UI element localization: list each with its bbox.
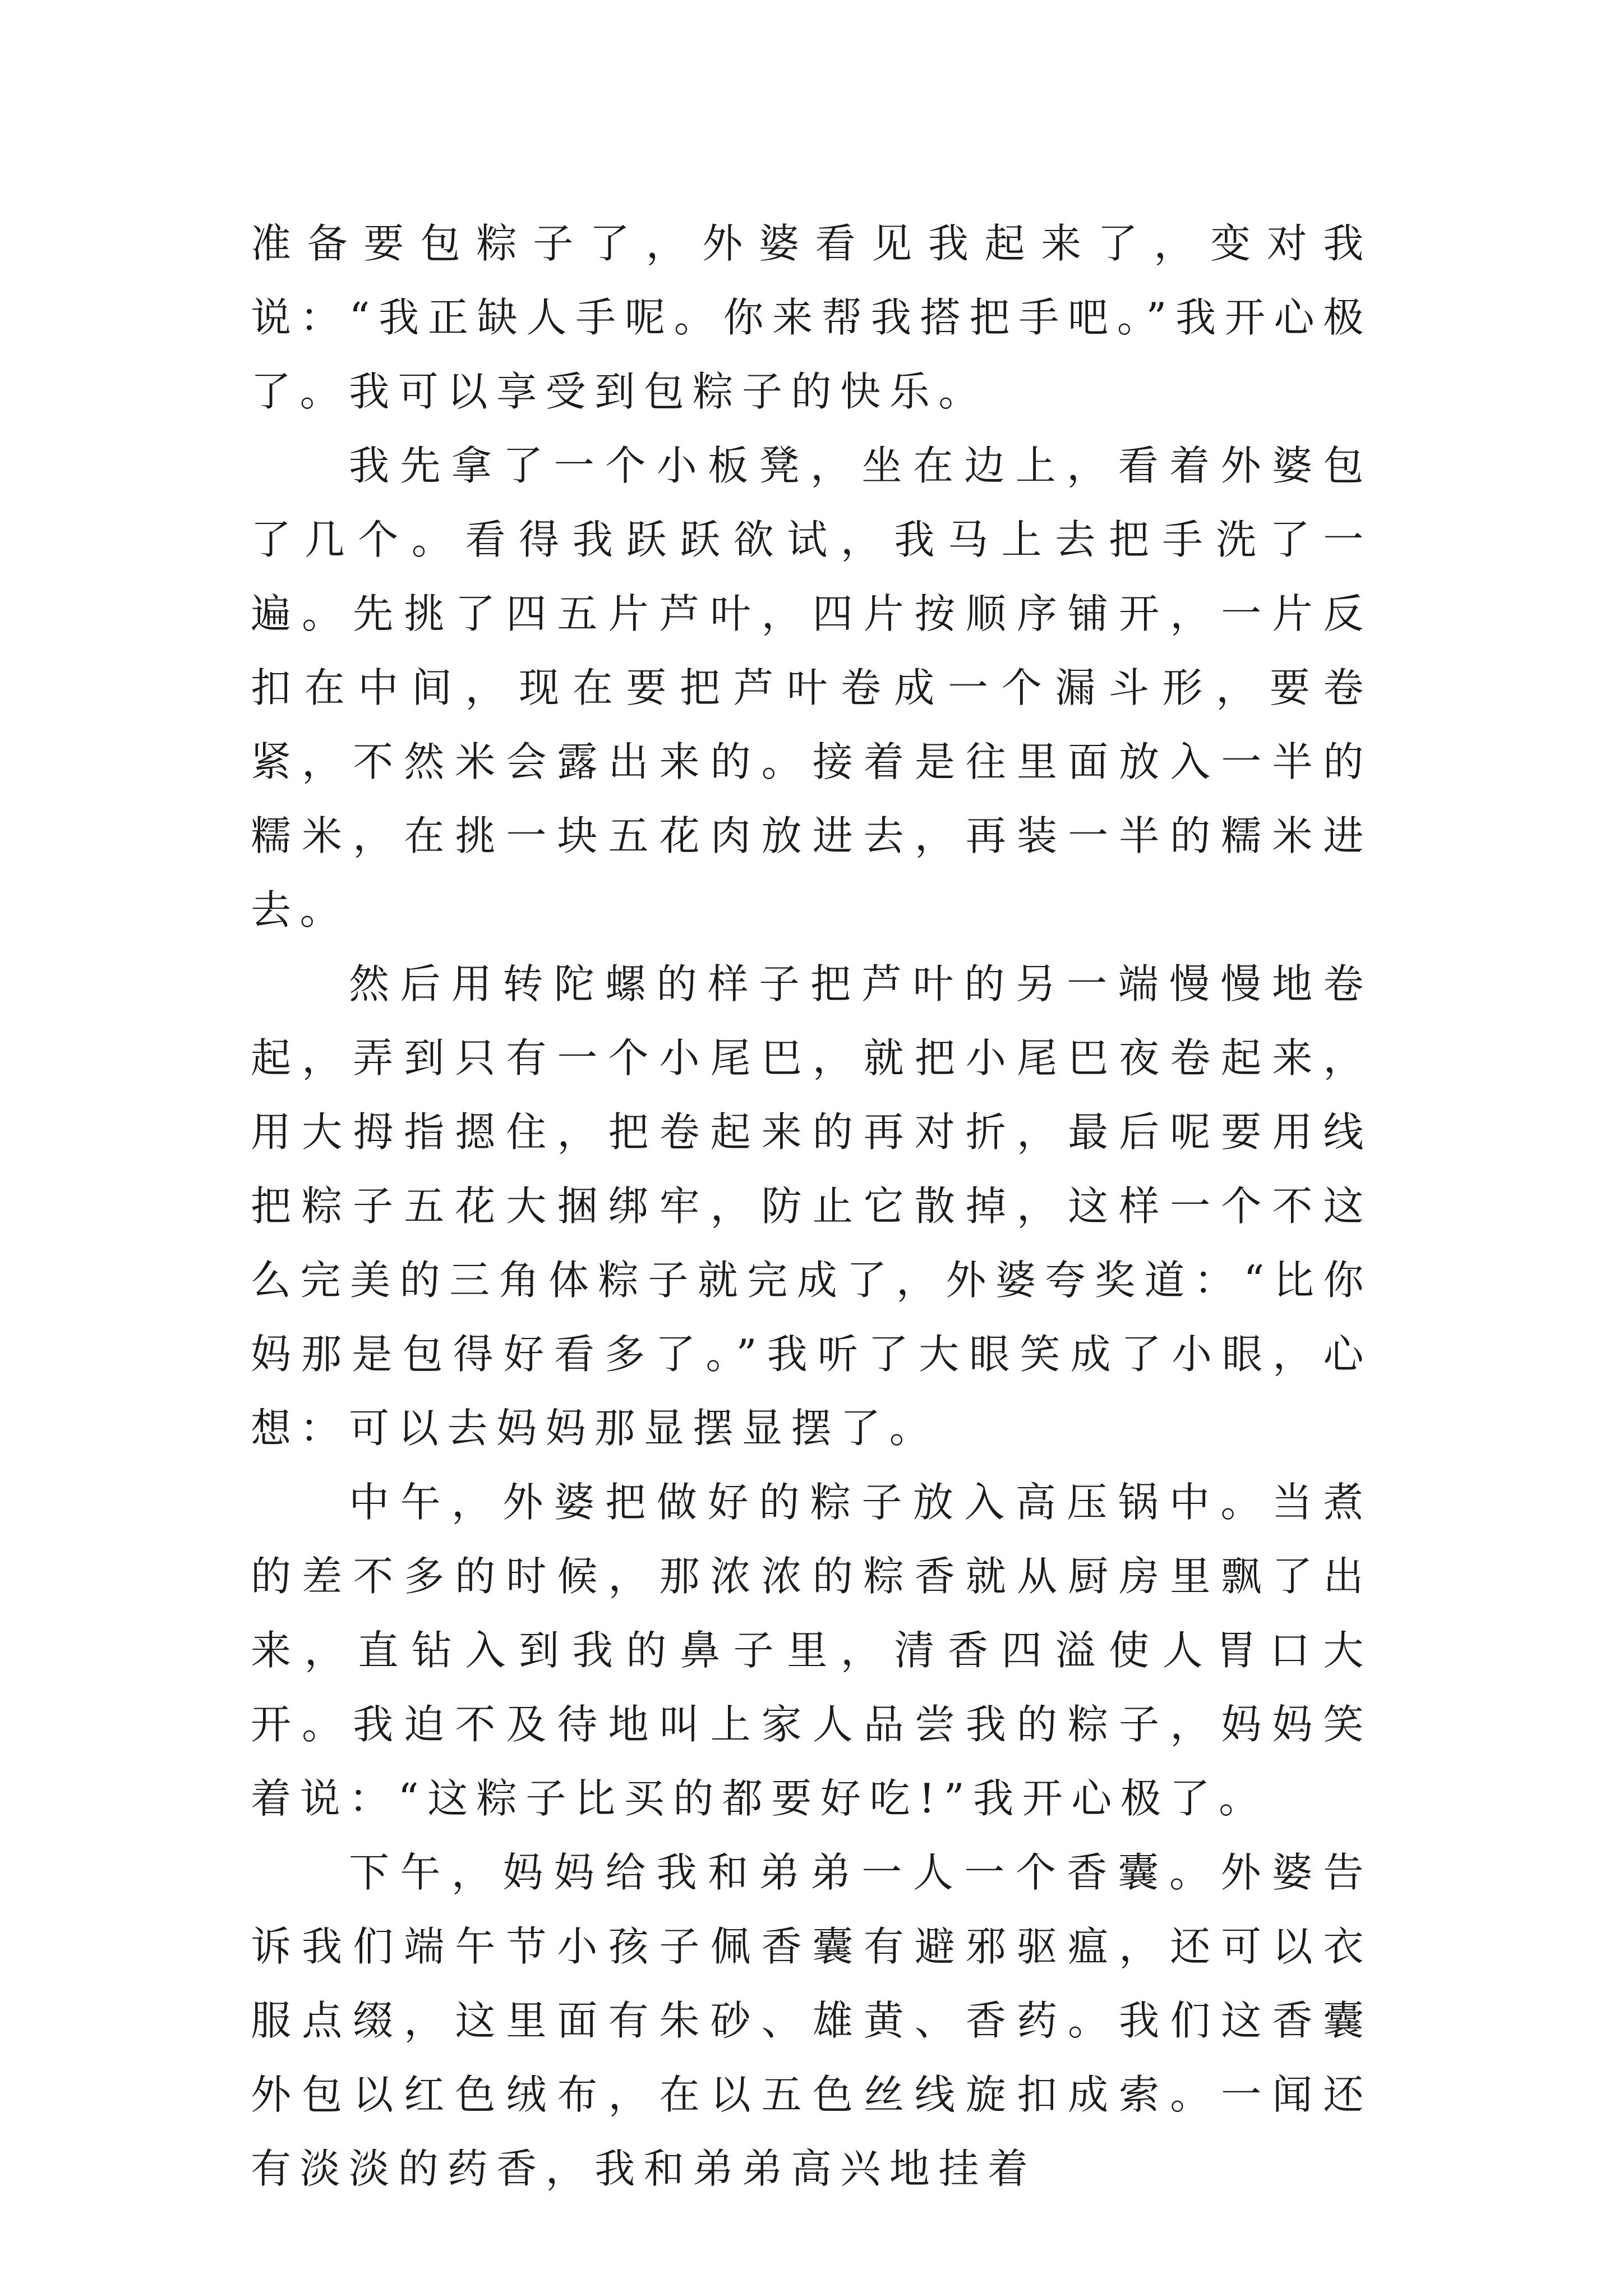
paragraph-2: 我先拿了一个小板凳，坐在边上，看着外婆包了几个。看得我跃跃欲试，我马上去把手洗了一遍。先挑了四五片芦叶，四片按顺序铺开，一片反扣在中间，现在要把芦叶卷成一个漏斗形，要卷紧，不然米会露出来的。接着是往里面放入一半的糯米，在挑一块五花肉放进去，再装一半的糯米进去。 — [251, 442, 1372, 933]
paragraph-5: 下午，妈妈给我和弟弟一人一个香囊。外婆告诉我们端午节小孩子佩香囊有避邪驱瘟，还可以衣服点缀，这里面有朱砂、雄黄、香药。我们这香囊外包以红色绒布，在以五色丝线旋扣成索。一闻还有淡淡的药香，我和弟弟高兴地挂着 — [251, 1849, 1372, 2192]
paragraph-4: 中午，外婆把做好的粽子放入高压锅中。当煮的差不多的时候，那浓浓的粽香就从厨房里飘了出来，直钻入到我的鼻子里，清香四溢使人胃口大开。我迫不及待地叫上家人品尝我的粽子，妈妈笑着说：“这粽子比买的都要好吃!”我开心极了。 — [251, 1479, 1372, 1822]
paragraph-3: 然后用转陀螺的样子把芦叶的另一端慢慢地卷起，弄到只有一个小尾巴，就把小尾巴夜卷起来，用大拇指摁住，把卷起来的再对折，最后呢要用线把粽子五花大捆绑牢，防止它散掉，这样一个不这么完美的三角体粽子就完成了，外婆夸奖道：“比你妈那是包得好看多了。”我听了大眼笑成了小眼，心想：可以去妈妈那显摆显摆了。 — [251, 960, 1372, 1452]
paragraph-1: 准备要包粽子了，外婆看见我起来了，变对我说：“我正缺人手呢。你来帮我搭把手吧。”我开心极了。我可以享受到包粽子的快乐。 — [251, 220, 1372, 415]
document-body — [251, 206, 1372, 2206]
